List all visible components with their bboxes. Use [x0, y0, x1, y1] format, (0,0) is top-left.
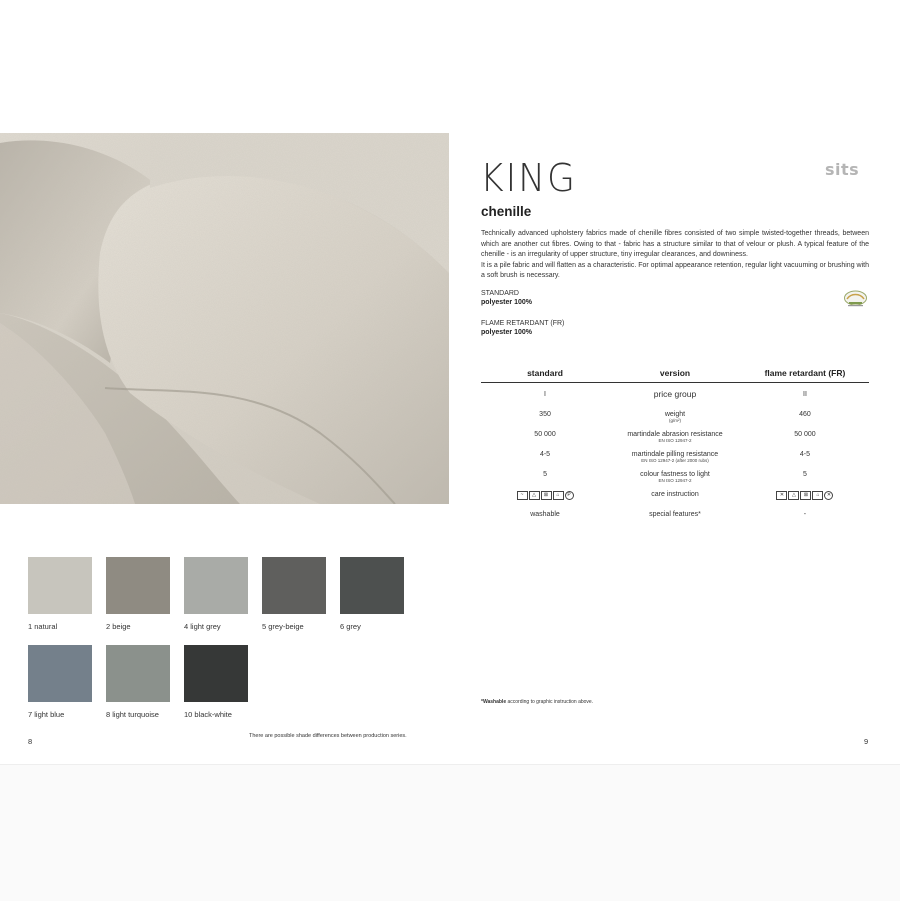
brand-logo: sits: [825, 160, 860, 179]
cell-fr: II: [803, 391, 807, 398]
table-row: [481, 471, 869, 491]
version-label: colour fastness to light: [640, 471, 710, 478]
standard-label: STANDARD: [481, 290, 519, 297]
swatch-label: 1 natural: [28, 622, 58, 631]
fabric-photo: [0, 133, 449, 504]
cell-fr: [741, 491, 869, 511]
product-subtitle: chenille: [481, 204, 532, 219]
swatch-black-white: [184, 645, 248, 702]
no-bleach-icon: △: [788, 491, 799, 500]
cell-fr: 460: [799, 411, 811, 418]
swatch-beige: [106, 557, 170, 614]
page-number-right: 9: [864, 737, 869, 746]
cell-version: special features*: [649, 511, 701, 518]
no-tumble-dry-icon: ⊠: [800, 491, 811, 500]
table-row: [481, 411, 869, 431]
swatch-label: 4 light grey: [184, 622, 221, 631]
wash-icon: ~: [517, 491, 528, 500]
version-note: EN ISO 12947-2: [658, 478, 692, 483]
cell-standard: [481, 491, 609, 511]
fr-value: polyester 100%: [481, 329, 532, 336]
cell-standard: 350: [539, 411, 551, 418]
version-note: EN ISO 12947-2 (after 2000 rubs): [641, 458, 709, 463]
version-label: martindale pilling resistance: [631, 451, 719, 458]
table-row: [481, 491, 869, 511]
cell-standard: washable: [530, 511, 560, 518]
cell-standard: 50 000: [534, 431, 556, 438]
header-version: version: [609, 366, 741, 383]
no-wash-icon: ✕: [776, 491, 787, 500]
swatch-light-turquoise: [106, 645, 170, 702]
cell-version: [609, 471, 741, 491]
cell-standard: 5: [543, 471, 547, 478]
version-note: (g/m²): [668, 418, 681, 423]
version-note: EN ISO 12947-2: [658, 438, 692, 443]
footnote-bold: *Washable: [481, 699, 507, 705]
swatch-label: 2 beige: [106, 622, 131, 631]
header-fr: flame retardant (FR): [741, 366, 869, 383]
page-number-left: 8: [28, 737, 33, 746]
swatch-natural: [28, 557, 92, 614]
care-symbols-fr: [776, 491, 833, 500]
cell-fr: 5: [803, 471, 807, 478]
cell-version: care instruction: [651, 491, 699, 498]
shade-note: There are possible shade differences between production series.: [249, 733, 407, 739]
table-row: [481, 431, 869, 451]
version-label: weight: [664, 411, 686, 418]
no-tumble-dry-icon: ⊠: [541, 491, 552, 500]
cell-standard: 4-5: [539, 451, 551, 458]
fr-label: FLAME RETARDANT (FR): [481, 320, 565, 327]
cell-version: [609, 451, 741, 471]
standard-value: polyester 100%: [481, 299, 532, 306]
table-row: [481, 451, 869, 471]
table-row: [481, 383, 869, 412]
dry-clean-icon: P: [565, 491, 574, 500]
oeko-tex-badge-icon: [842, 290, 869, 308]
description-paragraph: It is a pile fabric and will flatten as a characteristic. For optimal appearance retention, regular light vacuuming or brushing with a soft brush is necessary.: [481, 261, 869, 279]
care-symbols-standard: [517, 491, 574, 500]
product-title: KING: [480, 156, 577, 200]
no-dry-clean-icon: ✕: [824, 491, 833, 500]
version-label: martindale abrasion resistance: [627, 431, 723, 438]
spec-table-header: [481, 366, 869, 383]
iron-icon: ⌂: [553, 491, 564, 500]
footnote-text: according to graphic instruction above.: [506, 699, 594, 705]
table-row: [481, 511, 869, 531]
footnote: [481, 699, 593, 705]
swatch-light-blue: [28, 645, 92, 702]
cell-version: [609, 431, 741, 451]
cell-version: price group: [653, 389, 697, 399]
no-bleach-icon: △: [529, 491, 540, 500]
swatch-label: 8 light turquoise: [106, 710, 159, 719]
iron-icon: ⌂: [812, 491, 823, 500]
swatch-light-grey: [184, 557, 248, 614]
cell-standard: I: [544, 391, 546, 398]
header-standard: standard: [481, 366, 609, 383]
swatch-label: 7 light blue: [28, 710, 65, 719]
page-bottom-background: [0, 764, 900, 901]
description-paragraph: Technically advanced upholstery fabrics made of chenille fibres consisted of two simple twisted-together threads, between which are another cut fibres. Owing to that - fabric has a structure similar to that of velour or plush. A typical feature of the chenille - is an irregularity of upper structure, tiny irregular clearances, and downiness.: [481, 230, 869, 258]
cell-fr: 4-5: [799, 451, 811, 458]
swatch-label: 5 grey-beige: [262, 622, 304, 631]
swatch-grey-beige: [262, 557, 326, 614]
spec-table: [481, 366, 869, 531]
cell-fr: -: [803, 511, 807, 518]
cell-version: [609, 411, 741, 431]
cell-fr: 50 000: [794, 431, 816, 438]
swatch-label: 6 grey: [340, 622, 361, 631]
swatch-grey: [340, 557, 404, 614]
product-description: [481, 229, 869, 282]
swatch-label: 10 black-white: [184, 710, 232, 719]
